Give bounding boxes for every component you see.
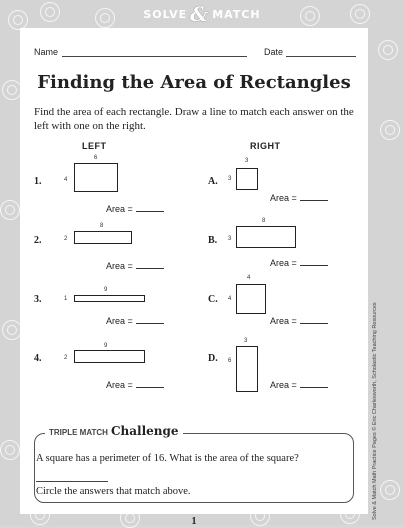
area-label: Area =: [270, 258, 297, 268]
rectangle-shape: [236, 226, 296, 248]
answer-blank[interactable]: [300, 379, 328, 388]
area-answer: [270, 379, 328, 390]
height-label: 1: [64, 296, 68, 302]
area-label: Area =: [106, 316, 133, 326]
instructions: Find the area of each rectangle. Draw a line to match each answer on the left with one on the right.: [34, 106, 354, 132]
swirl-decoration: [350, 4, 370, 24]
name-field[interactable]: [62, 56, 247, 57]
height-label: 3: [228, 236, 232, 242]
answer-blank[interactable]: [300, 315, 328, 324]
problem-number: 1.: [34, 176, 42, 187]
height-label: 6: [228, 358, 232, 364]
problem-number: 4.: [34, 353, 42, 364]
challenge-heading-small: TRIPLE MATCH: [49, 428, 108, 437]
date-field[interactable]: [286, 56, 356, 57]
page-title: Finding the Area of Rectangles: [37, 72, 351, 93]
rectangle-shape: [74, 231, 132, 244]
area-answer: [106, 315, 164, 326]
page-number: 1: [191, 516, 197, 527]
area-label: Area =: [270, 316, 297, 326]
right-column-heading: RIGHT: [250, 141, 281, 151]
swirl-decoration: [2, 320, 22, 340]
series-word-match: MATCH: [212, 7, 261, 21]
answer-blank[interactable]: [136, 203, 164, 212]
area-answer: [270, 192, 328, 203]
swirl-decoration: [300, 6, 320, 26]
swirl-decoration: [8, 10, 28, 30]
rectangle-shape: [236, 346, 258, 392]
challenge-heading-big: Challenge: [110, 424, 179, 438]
rectangle-shape: [236, 168, 258, 190]
swirl-decoration: [380, 480, 400, 500]
problem-letter: A.: [208, 176, 218, 187]
area-answer: [270, 257, 328, 268]
height-label: 4: [228, 296, 232, 302]
area-label: Area =: [106, 204, 133, 214]
height-label: 2: [64, 355, 68, 361]
area-answer: [106, 379, 164, 390]
rectangle-shape: [236, 284, 266, 314]
answer-blank[interactable]: [136, 315, 164, 324]
rectangle-shape: [74, 163, 118, 192]
rectangle-shape: [74, 350, 145, 363]
problem-letter: B.: [208, 235, 218, 246]
problem-number: 3.: [34, 294, 42, 305]
area-answer: [106, 203, 164, 214]
area-label: Area =: [270, 193, 297, 203]
swirl-decoration: [380, 120, 400, 140]
name-label: Name: [34, 47, 59, 57]
area-label: Area =: [270, 380, 297, 390]
height-label: 2: [64, 236, 68, 242]
area-answer: [270, 315, 328, 326]
problem-letter: D.: [208, 353, 218, 364]
swirl-decoration: [0, 440, 20, 460]
width-label: 8: [262, 218, 266, 224]
width-label: 9: [104, 343, 108, 349]
series-banner: [140, 3, 264, 25]
sidebar-credit: Solve & Match Math Practice Pages © Eric Charlesworth, Scholastic Teaching Resources: [372, 302, 378, 520]
challenge-answer-blank[interactable]: [36, 481, 108, 482]
problem-letter: C.: [208, 294, 218, 305]
area-answer: [106, 260, 164, 271]
height-label: 3: [228, 176, 232, 182]
swirl-decoration: [378, 40, 398, 60]
series-ampersand: &: [190, 2, 210, 26]
challenge-question: A square has a perimeter of 16. What is the area of the square?: [36, 453, 299, 464]
date-label: Date: [264, 47, 284, 57]
width-label: 3: [245, 158, 249, 164]
width-label: 6: [94, 155, 98, 161]
answer-blank[interactable]: [136, 260, 164, 269]
series-word-solve: SOLVE: [143, 7, 188, 21]
height-label: 4: [64, 177, 68, 183]
area-label: Area =: [106, 261, 133, 271]
swirl-decoration: [2, 80, 22, 100]
answer-blank[interactable]: [300, 257, 328, 266]
worksheet-page: [20, 28, 368, 527]
area-label: Area =: [106, 380, 133, 390]
swirl-decoration: [95, 8, 115, 28]
left-column-heading: LEFT: [82, 141, 107, 151]
challenge-instruction: Circle the answers that match above.: [36, 486, 191, 497]
swirl-decoration: [0, 200, 20, 220]
width-label: 8: [100, 223, 104, 229]
rectangle-shape: [74, 295, 145, 302]
width-label: 9: [104, 287, 108, 293]
width-label: 3: [244, 338, 248, 344]
challenge-heading: [45, 424, 183, 438]
problem-number: 2.: [34, 235, 42, 246]
answer-blank[interactable]: [136, 379, 164, 388]
answer-blank[interactable]: [300, 192, 328, 201]
swirl-decoration: [40, 2, 60, 22]
width-label: 4: [247, 275, 251, 281]
